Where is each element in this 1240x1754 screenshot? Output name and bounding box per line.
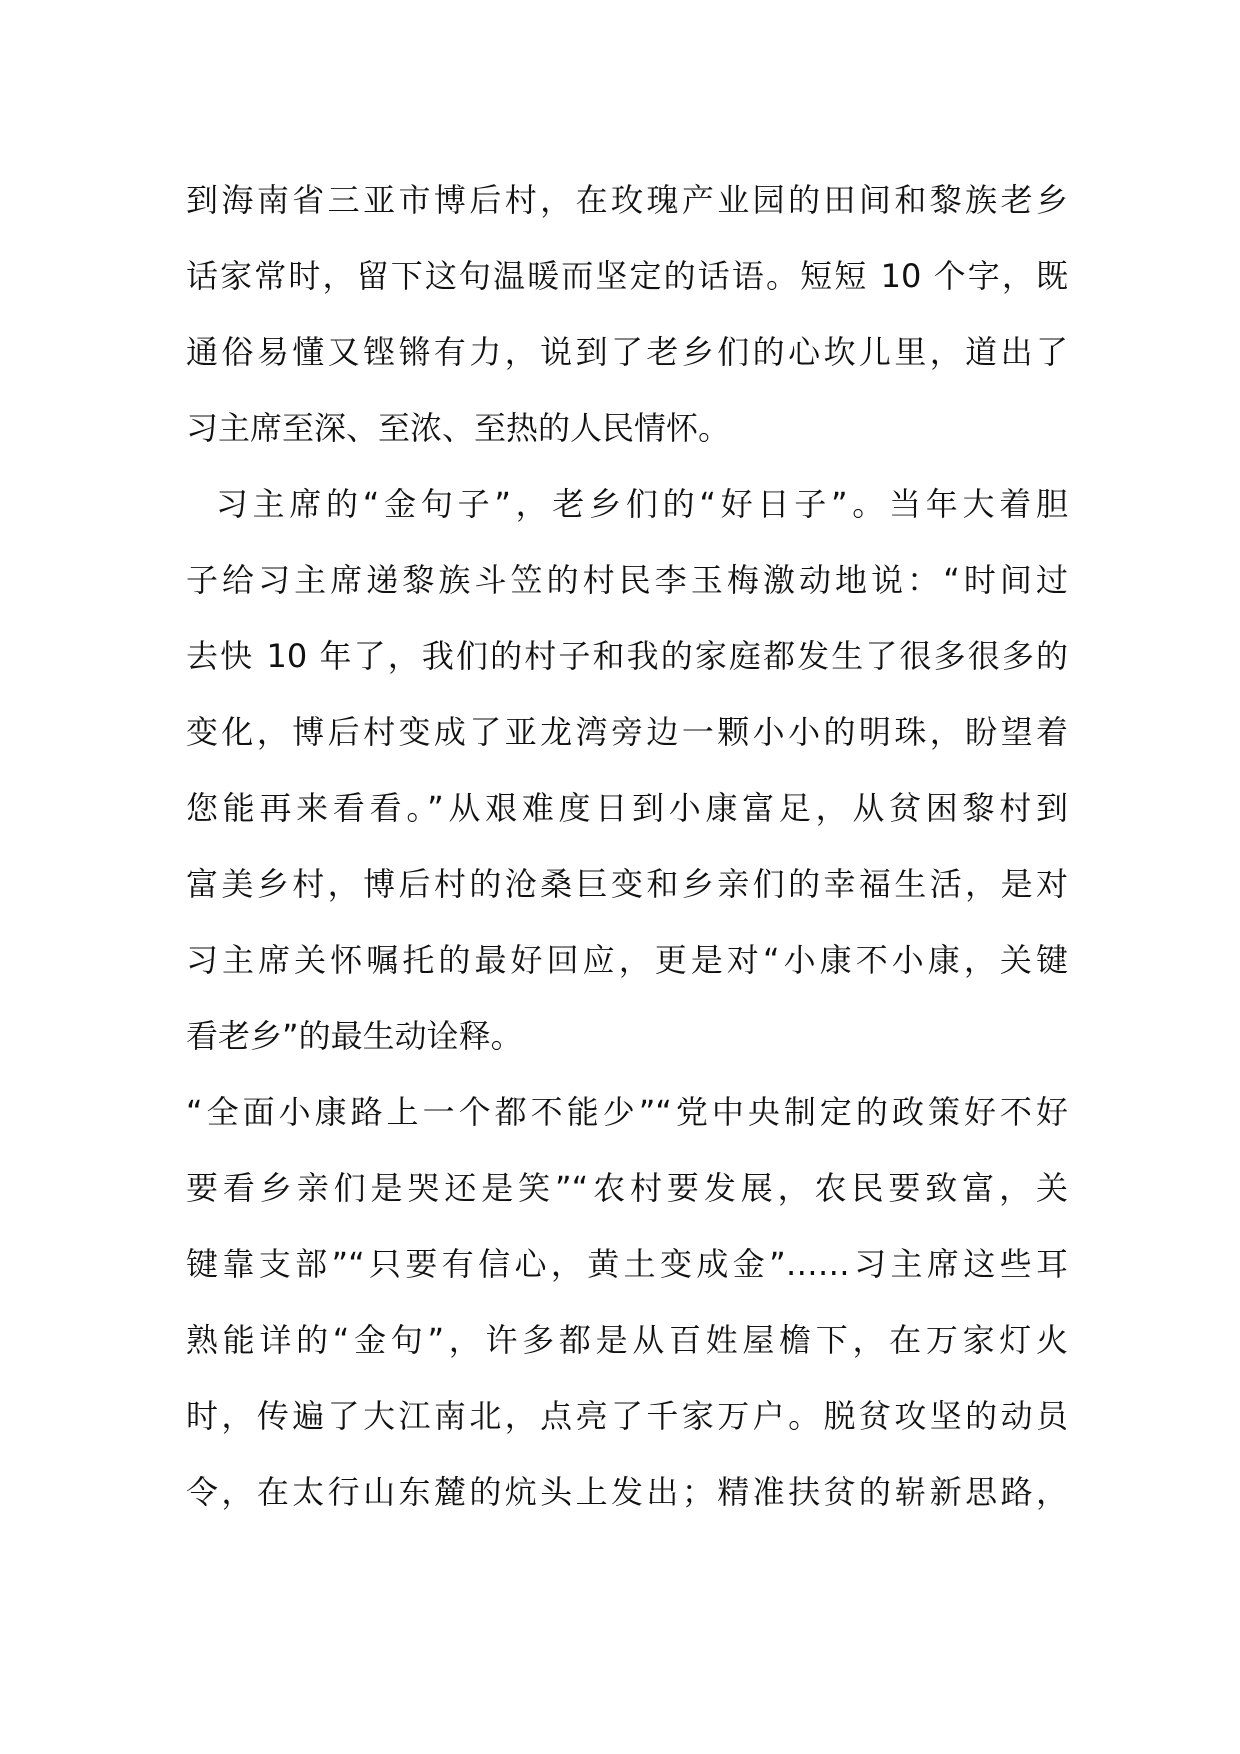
paragraph-2 bbox=[186, 466, 1068, 1074]
text-line: 习主席至深、至浓、至热的人民情怀。 bbox=[186, 409, 731, 447]
text-line: 看老乡”的最生动诠释。 bbox=[186, 1017, 523, 1055]
text-line: 时，传遍了大江南北，点亮了千家万户。脱贫攻坚的动员 bbox=[186, 1397, 1068, 1435]
text-line: 熟能详的“金句”，许多都是从百姓屋檐下，在万家灯火 bbox=[186, 1321, 1068, 1359]
paragraph-1 bbox=[186, 162, 1068, 466]
text-line: 话家常时，留下这句温暖而坚定的话语。短短 10 个字，既 bbox=[186, 257, 1068, 295]
text-line: 习主席关怀嘱托的最好回应，更是对“小康不小康，关键 bbox=[186, 941, 1068, 979]
paragraph-3 bbox=[186, 1074, 1068, 1530]
text-line: 变化，博后村变成了亚龙湾旁边一颗小小的明珠，盼望着 bbox=[186, 713, 1068, 751]
text-line: 键靠支部”“只要有信心，黄土变成金”……习主席这些耳 bbox=[186, 1245, 1068, 1283]
text-line: 要看乡亲们是哭还是笑”“农村要发展，农民要致富，关 bbox=[186, 1169, 1068, 1207]
text-line: 子给习主席递黎族斗笠的村民李玉梅激动地说：“时间过 bbox=[186, 561, 1068, 599]
text-line: 习主席的“金句子”，老乡们的“好日子”。当年大着胆 bbox=[186, 485, 1068, 523]
text-line: 到海南省三亚市博后村，在玫瑰产业园的田间和黎族老乡 bbox=[186, 181, 1068, 219]
text-line: 富美乡村，博后村的沧桑巨变和乡亲们的幸福生活，是对 bbox=[186, 865, 1068, 903]
text-line: 您能再来看看。”从艰难度日到小康富足，从贫困黎村到 bbox=[186, 789, 1068, 827]
text-line: 通俗易懂又铿锵有力，说到了老乡们的心坎儿里，道出了 bbox=[186, 333, 1068, 371]
text-line: 去快 10 年了，我们的村子和我的家庭都发生了很多很多的 bbox=[186, 637, 1068, 675]
document-body bbox=[186, 162, 1068, 1530]
text-line: “全面小康路上一个都不能少”“党中央制定的政策好不好 bbox=[186, 1093, 1068, 1131]
text-line: 令，在太行山东麓的炕头上发出；精准扶贫的崭新思路， bbox=[186, 1473, 1068, 1511]
